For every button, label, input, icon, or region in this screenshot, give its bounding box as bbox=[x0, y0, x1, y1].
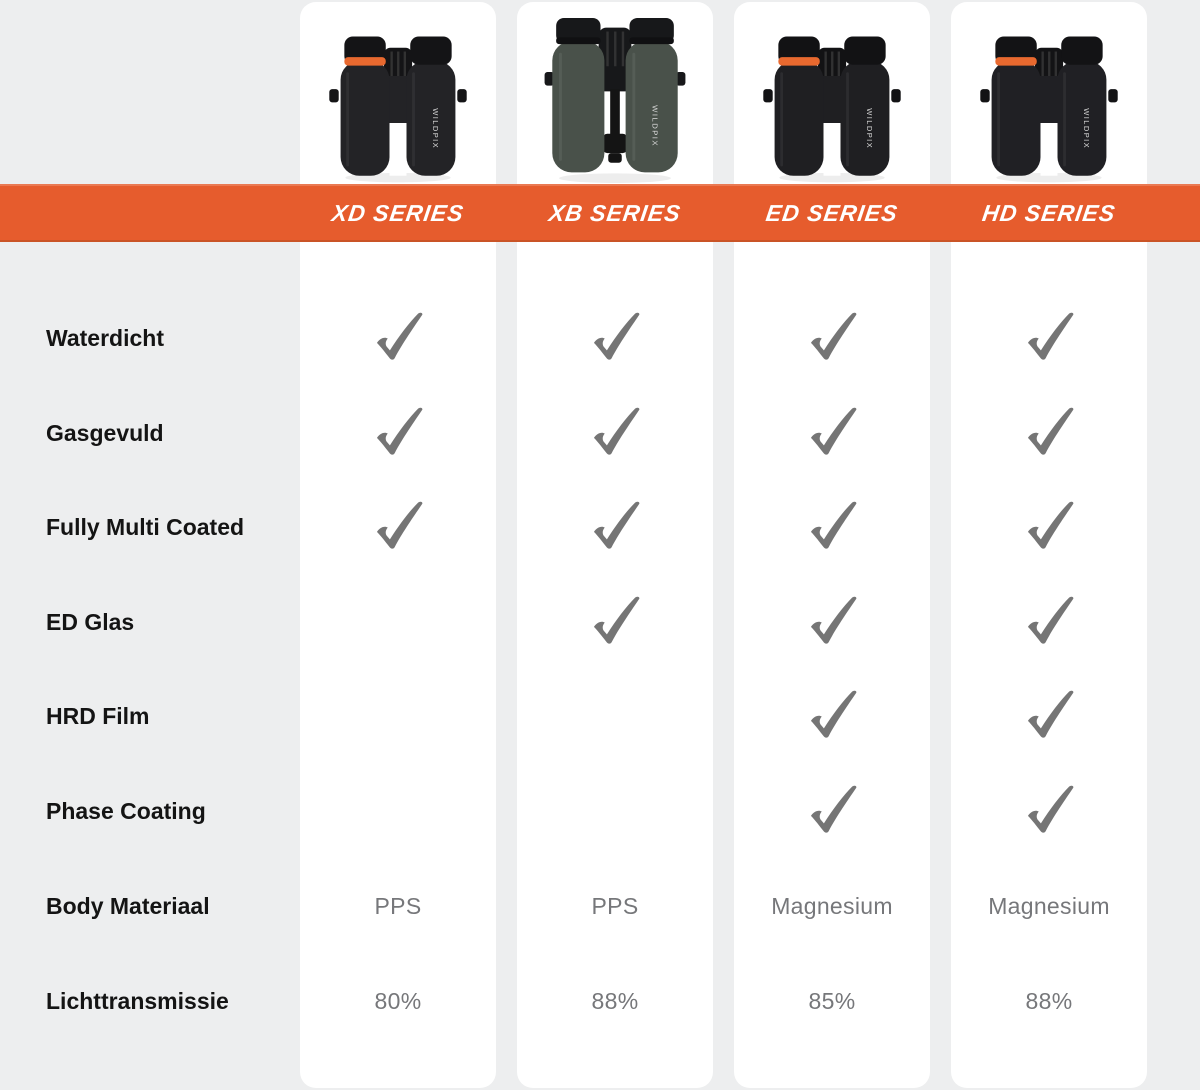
check-icon bbox=[1022, 595, 1076, 649]
feature-cell bbox=[535, 497, 695, 557]
feature-cell bbox=[969, 686, 1129, 746]
feature-cell bbox=[535, 308, 695, 368]
feature-cell bbox=[535, 403, 695, 463]
svg-text:WILDPIX: WILDPIX bbox=[650, 105, 660, 147]
check-icon bbox=[1022, 406, 1076, 460]
feature-cell bbox=[752, 497, 912, 557]
feature-row bbox=[0, 403, 1200, 463]
feature-cell bbox=[752, 781, 912, 841]
check-icon bbox=[371, 311, 425, 365]
feature-cell bbox=[535, 592, 695, 652]
feature-value: 88% bbox=[1025, 987, 1073, 1014]
feature-row bbox=[0, 971, 1200, 1031]
feature-row bbox=[0, 497, 1200, 557]
feature-cell bbox=[535, 686, 695, 746]
check-icon bbox=[805, 406, 859, 460]
feature-cell bbox=[969, 403, 1129, 463]
feature-value: Magnesium bbox=[771, 892, 893, 919]
feature-cell bbox=[752, 592, 912, 652]
feature-row bbox=[0, 686, 1200, 746]
feature-label: Gasgevuld bbox=[46, 420, 164, 446]
check-icon bbox=[371, 500, 425, 554]
feature-value: PPS bbox=[374, 892, 422, 919]
check-icon bbox=[805, 500, 859, 554]
check-icon bbox=[1022, 311, 1076, 365]
check-icon bbox=[1022, 689, 1076, 743]
check-icon bbox=[1022, 500, 1076, 554]
feature-row bbox=[0, 592, 1200, 652]
series-banner-label-hd: HD SERIES bbox=[980, 200, 1118, 226]
feature-label: HRD Film bbox=[46, 703, 150, 729]
feature-label: Lichttransmissie bbox=[46, 988, 229, 1014]
feature-value: Magnesium bbox=[988, 892, 1110, 919]
feature-row bbox=[0, 876, 1200, 936]
feature-label: Waterdicht bbox=[46, 325, 164, 351]
feature-value: 80% bbox=[374, 987, 422, 1014]
feature-cell bbox=[969, 308, 1129, 368]
series-banner-label-ed: ED SERIES bbox=[764, 200, 900, 226]
feature-label: Fully Multi Coated bbox=[46, 514, 245, 540]
check-icon bbox=[805, 689, 859, 743]
check-icon bbox=[588, 595, 642, 649]
feature-row bbox=[0, 308, 1200, 368]
feature-cell bbox=[318, 781, 478, 841]
feature-cell bbox=[752, 308, 912, 368]
feature-label: ED Glas bbox=[46, 609, 135, 635]
svg-text:WILDPIX: WILDPIX bbox=[430, 108, 440, 150]
check-icon bbox=[805, 784, 859, 838]
feature-cell bbox=[752, 686, 912, 746]
series-banner-label-xd: XD SERIES bbox=[330, 200, 466, 226]
feature-cell bbox=[318, 686, 478, 746]
check-icon bbox=[1022, 784, 1076, 838]
feature-value: 88% bbox=[591, 987, 639, 1014]
check-icon bbox=[588, 500, 642, 554]
feature-cell bbox=[535, 781, 695, 841]
series-banner-label-xb: XB SERIES bbox=[547, 200, 683, 226]
feature-label: Phase Coating bbox=[46, 798, 206, 824]
svg-text:WILDPIX: WILDPIX bbox=[864, 108, 874, 150]
feature-value: 85% bbox=[808, 987, 856, 1014]
feature-cell bbox=[752, 403, 912, 463]
feature-cell bbox=[318, 403, 478, 463]
feature-row bbox=[0, 781, 1200, 841]
svg-text:WILDPIX: WILDPIX bbox=[1081, 108, 1091, 150]
check-icon bbox=[805, 595, 859, 649]
check-icon bbox=[371, 406, 425, 460]
feature-cell bbox=[318, 592, 478, 652]
check-icon bbox=[588, 311, 642, 365]
check-icon bbox=[588, 406, 642, 460]
feature-cell bbox=[969, 497, 1129, 557]
feature-label: Body Materiaal bbox=[46, 893, 210, 919]
feature-cell bbox=[318, 308, 478, 368]
feature-value: PPS bbox=[591, 892, 639, 919]
feature-cell bbox=[969, 592, 1129, 652]
check-icon bbox=[805, 311, 859, 365]
feature-cell bbox=[969, 781, 1129, 841]
feature-cell bbox=[318, 497, 478, 557]
